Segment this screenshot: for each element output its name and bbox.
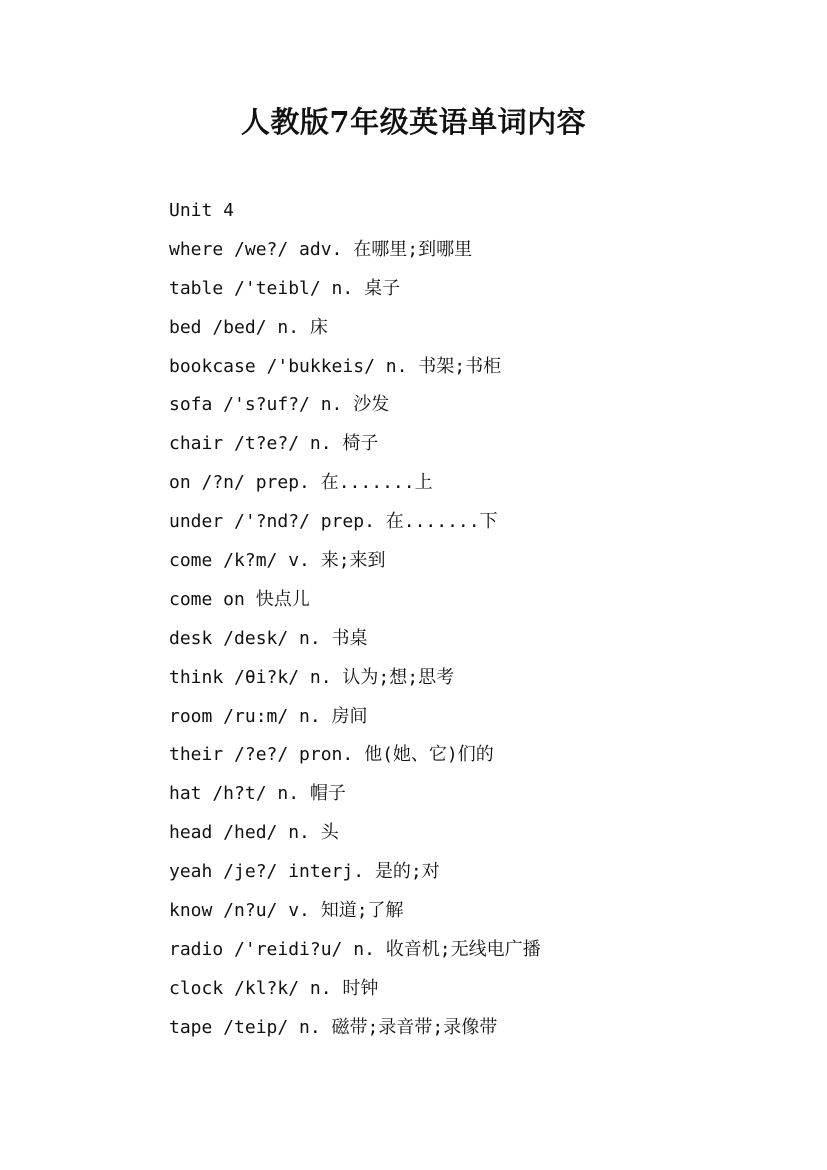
vocab-entry: where /we?/ adv. 在哪里;到哪里 bbox=[169, 238, 473, 260]
vocab-entry: room /ru:m/ n. 房间 bbox=[169, 705, 368, 727]
vocab-entry: head /hed/ n. 头 bbox=[169, 822, 339, 844]
vocab-entry: table /'teibl/ n. 桌子 bbox=[169, 277, 401, 299]
vocab-entry: yeah /je?/ interj. 是的;对 bbox=[169, 861, 440, 883]
vocab-entry: clock /kl?k/ n. 时钟 bbox=[169, 977, 379, 999]
vocab-entry: tape /teip/ n. 磁带;录音带;录像带 bbox=[169, 1016, 498, 1038]
vocab-entry: under /'?nd?/ prep. 在.......下 bbox=[169, 511, 498, 533]
vocab-entry: come on 快点儿 bbox=[169, 588, 310, 610]
vocabulary-list bbox=[169, 192, 769, 1048]
vocab-entry: chair /t?e?/ n. 椅子 bbox=[169, 433, 379, 455]
vocab-entry: desk /desk/ n. 书桌 bbox=[169, 627, 368, 649]
vocab-entry: come /k?m/ v. 来;来到 bbox=[169, 550, 386, 572]
vocab-entry: think /θi?k/ n. 认为;想;思考 bbox=[169, 666, 455, 688]
vocab-entry: bookcase /'bukkeis/ n. 书架;书柜 bbox=[169, 355, 502, 377]
vocab-entry: hat /h?t/ n. 帽子 bbox=[169, 783, 346, 805]
vocab-entry: know /n?u/ v. 知道;了解 bbox=[169, 900, 404, 922]
document-title: 人教版7年级英语单词内容 bbox=[240, 105, 587, 139]
vocab-entry: radio /'reidi?u/ n. 收音机;无线电广播 bbox=[169, 938, 541, 960]
vocab-entry: sofa /'s?uf?/ n. 沙发 bbox=[169, 394, 390, 416]
vocab-entry: bed /bed/ n. 床 bbox=[169, 316, 328, 338]
vocab-entry: their /?e?/ pron. 他(她、它)们的 bbox=[169, 744, 494, 766]
vocab-entry: on /?n/ prep. 在.......上 bbox=[169, 472, 433, 494]
unit-heading: Unit 4 bbox=[169, 200, 235, 221]
